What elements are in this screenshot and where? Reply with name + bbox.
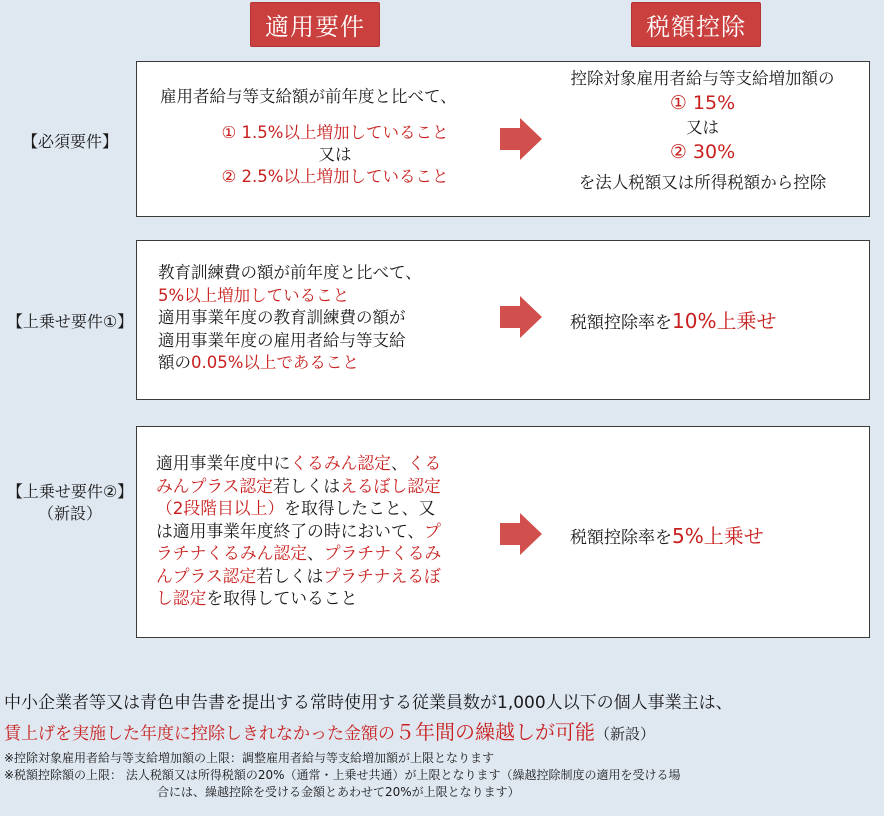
text-line: （2段階目以上）を取得したこと、又 [156, 498, 436, 518]
arrow-right-icon [500, 118, 542, 160]
arrow-right-icon [500, 513, 542, 555]
row-label-addon-2: 【上乗せ要件②】 （新設） [6, 482, 134, 523]
credit-or: 又は [686, 118, 719, 137]
text-line: 5%以上増加していること [158, 285, 350, 305]
row-label-addon-1: 【上乗せ要件①】 [6, 312, 134, 331]
credit-option-2: ② 30% [669, 141, 736, 163]
header-tax-credit: 税額控除 [631, 2, 761, 47]
arrow-right-icon [500, 296, 542, 338]
required-intro: 雇用者給与等支給額が前年度と比べて、 [160, 87, 457, 106]
text-line: んプラス認定若しくはプラチナえるぼ [156, 565, 441, 586]
required-conditions [160, 86, 510, 188]
footnote-2-cont: 合には、繰越控除を受ける金額とあわせて20%が上限となります） [157, 785, 520, 799]
footnote-2: ※税額控除額の上限： 法人税額又は所得税額の20%（通常・上乗せ共通）が上限となります（繰越控除制度の適用を受ける場 [4, 768, 681, 782]
text-line: 教育訓練費の額が前年度と比べて、 [158, 263, 422, 282]
text-line: 適用事業年度の教育訓練費の額が [158, 308, 406, 327]
row-label-required: 【必須要件】 [21, 132, 118, 151]
text-line: みんプラス認定若しくはえるぼし認定 [156, 475, 441, 496]
addon-2-conditions [156, 452, 496, 610]
carryover-highlight: 賃上げを実施した年度に控除しきれなかった金額の５年間の繰越しが可能（新設） [4, 720, 656, 744]
credit-option-1: ① 15% [669, 92, 736, 114]
header-applicable-requirements: 適用要件 [250, 2, 380, 47]
addon-1-credit: 税額控除率を10%上乗せ [570, 309, 777, 333]
required-or: 又は [318, 145, 352, 164]
credit-intro: 控除対象雇用者給与等支給増加額の [570, 69, 835, 88]
required-credit [540, 68, 865, 194]
text-line: 適用事業年度の雇用者給与等支給 [158, 330, 406, 350]
text-line: ラチナくるみん認定、プラチナくるみ [156, 543, 442, 563]
required-option-2: ② 2.5%以上増加していること [221, 167, 449, 186]
credit-tail: を法人税額又は所得税額から控除 [578, 173, 827, 192]
carryover-note: 中小企業者等又は青色申告書を提出する常時使用する従業員数が1,000人以下の個人事業主は、 [4, 693, 733, 713]
addon-2-credit: 税額控除率を5%上乗せ [570, 524, 764, 548]
text-line: し認定を取得していること [156, 588, 358, 608]
required-option-1: ① 1.5%以上増加していること [221, 123, 449, 142]
addon-1-conditions [158, 262, 488, 375]
text-line: 額の0.05%以上であること [158, 353, 359, 372]
text-line: は適用事業年度終了の時において、プ [156, 520, 441, 541]
footnote-1: ※控除対象雇用者給与等支給増加額の上限：調整雇用者給与等支給増加額が上限となります [4, 751, 495, 765]
text-line: 適用事業年度中にくるみん認定、くる [156, 453, 442, 473]
